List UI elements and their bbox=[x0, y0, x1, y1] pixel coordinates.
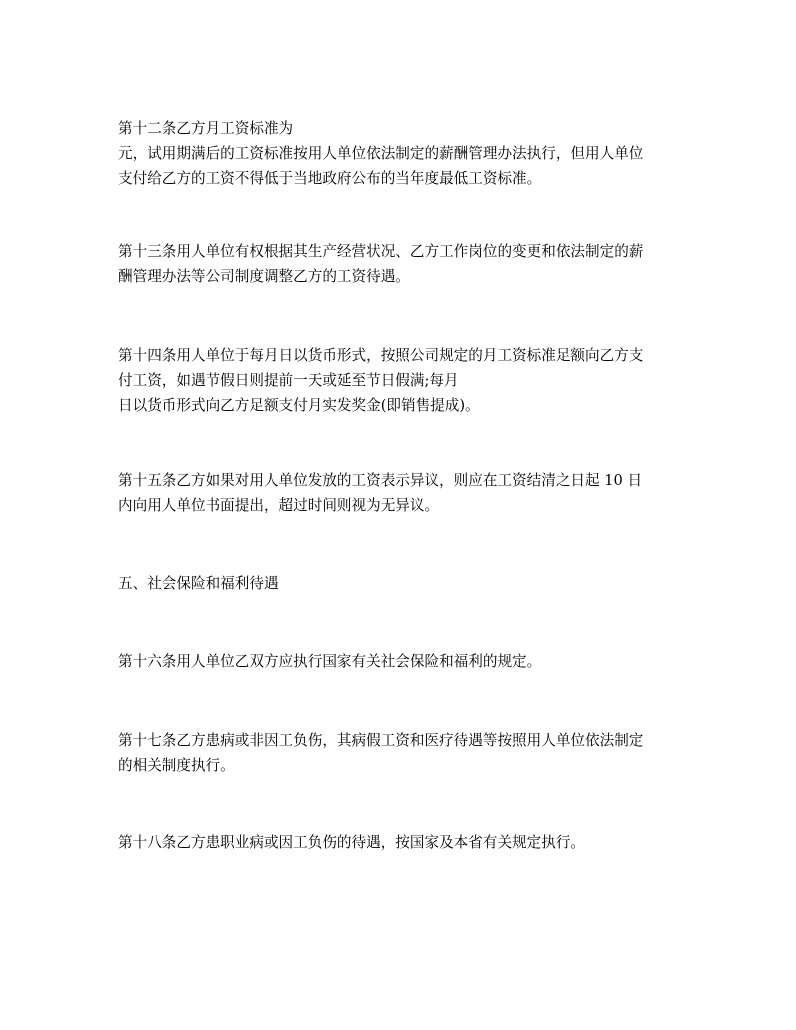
paragraph-line: 第十六条用人单位乙双方应执行国家有关社会保险和福利的规定。 bbox=[118, 653, 542, 670]
paragraph-line: 元，试用期满后的工资标准按用人单位依法制定的薪酬管理办法执行，但用人单位 bbox=[118, 145, 644, 162]
section-heading-text: 五、社会保险和福利待遇 bbox=[118, 575, 279, 592]
paragraph-line: 的相关制度执行。 bbox=[118, 757, 235, 774]
paragraph-line: 付工资，如遇节假日则提前一天或延至节日假满;每月 bbox=[118, 372, 459, 389]
section-5-heading bbox=[118, 571, 688, 596]
paragraph-line: 第十七条乙方患病或非因工负伤，其病假工资和医疗待遇等按照用人单位依法制定 bbox=[118, 732, 644, 749]
article-13-paragraph bbox=[118, 239, 688, 289]
paragraph-line: 支付给乙方的工资不得低于当地政府公布的当年度最低工资标准。 bbox=[118, 170, 542, 187]
paragraph-line: 第十八条乙方患职业病或因工负伤的待遇，按国家及本省有关规定执行。 bbox=[118, 834, 586, 851]
article-15-paragraph bbox=[118, 468, 688, 518]
article-14-paragraph bbox=[118, 343, 688, 418]
paragraph-line: 第十三条用人单位有权根据其生产经营状况、乙方工作岗位的变更和依法制定的薪 bbox=[118, 243, 644, 260]
article-16-paragraph bbox=[118, 649, 688, 674]
paragraph-line: 日以货币形式向乙方足额支付月实发奖金(即销售提成)。 bbox=[118, 397, 480, 414]
paragraph-line: 第十二条乙方月工资标准为 bbox=[118, 120, 294, 137]
paragraph-line: 酬管理办法等公司制度调整乙方的工资待遇。 bbox=[118, 268, 410, 285]
article-12-paragraph bbox=[118, 116, 688, 191]
paragraph-line: 内向用人单位书面提出，超过时间则视为无异议。 bbox=[118, 497, 440, 514]
article-18-paragraph bbox=[118, 830, 688, 855]
paragraph-line: 第十四条用人单位于每月日以货币形式，按照公司规定的月工资标准足额向乙方支 bbox=[118, 347, 644, 364]
article-17-paragraph bbox=[118, 728, 688, 778]
paragraph-line: 第十五条乙方如果对用人单位发放的工资表示异议，则应在工资结清之日起 10 日 bbox=[118, 472, 643, 489]
